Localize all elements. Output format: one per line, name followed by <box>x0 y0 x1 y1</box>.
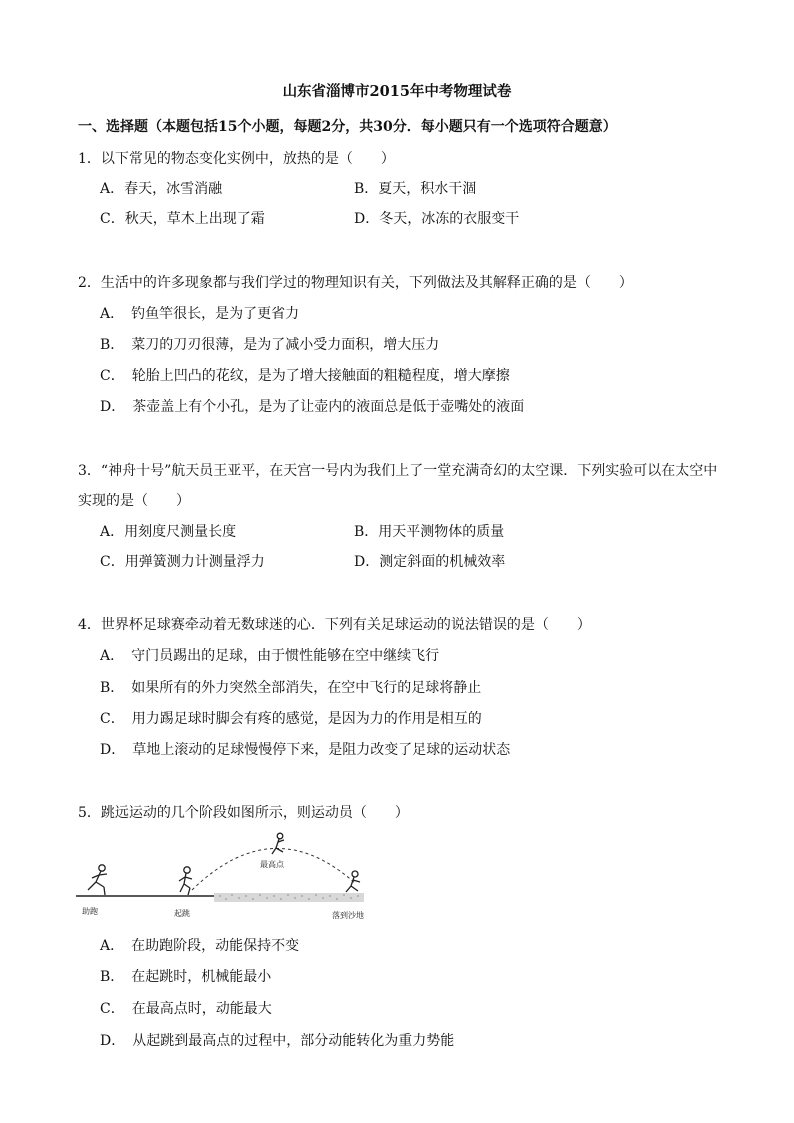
question-4-option-c: C． 用力踢足球时脚会有疼的感觉，是因为力的作用是相互的 <box>100 711 482 727</box>
landing-figure <box>346 871 360 892</box>
question-3-option-d: D．测定斜面的机械效率 <box>354 554 506 570</box>
question-4-option-a: A． 守门员踢出的足球，由于惯性能够在空中继续飞行 <box>100 648 440 664</box>
figure-label-highest-point: 最高点 <box>260 860 284 869</box>
question-5-option-b: B． 在起跳时，机械能最小 <box>100 969 272 985</box>
question-3-stem: 3．“神舟十号”航天员王亚平，在天宫一号内为我们上了一堂充满奇幻的太空课．下列实验可以在太空中 <box>78 463 718 479</box>
figure-label-takeoff: 起跳 <box>174 909 190 918</box>
question-3-option-a: A．用刻度尺测量长度 <box>100 524 237 540</box>
question-4-option-b: B． 如果所有的外力突然全部消失，在空中飞行的足球将静止 <box>100 680 482 696</box>
jump-trajectory <box>192 848 356 890</box>
question-1-option-b: B．夏天，积水干涸 <box>354 181 477 197</box>
page-title: 山东省淄博市2015年中考物理试卷 <box>282 83 512 100</box>
question-4-stem: 4．世界杯足球赛牵动着无数球迷的心．下列有关足球运动的说法错误的是（ ） <box>78 617 591 633</box>
question-5-option-a: A． 在助跑阶段，动能保持不变 <box>100 938 300 954</box>
question-1-stem: 1．以下常见的物态变化实例中，放热的是（ ） <box>78 151 395 167</box>
highest-point-figure <box>272 833 284 854</box>
question-5-option-d: D． 从起跳到最高点的过程中，部分动能转化为重力势能 <box>100 1033 455 1049</box>
question-2-option-d: D． 茶壶盖上有个小孔，是为了让壶内的液面总是低于壶嘴处的液面 <box>100 399 525 415</box>
question-4-option-d: D． 草地上滚动的足球慢慢停下来，是阻力改变了足球的运动状态 <box>100 742 511 758</box>
question-5-option-c: C． 在最高点时，动能最大 <box>100 1001 272 1017</box>
question-2-option-b: B． 菜刀的刀刃很薄，是为了减小受力面积，增大压力 <box>100 337 440 353</box>
runner-figure <box>88 865 107 895</box>
question-1-option-c: C．秋天，草木上出现了霜 <box>100 211 265 227</box>
question-2-option-a: A． 钓鱼竿很长，是为了更省力 <box>100 306 300 322</box>
question-3-option-b: B．用天平测物体的质量 <box>354 524 505 540</box>
long-jump-figure <box>74 832 374 928</box>
section-heading: 一、选择题（本题包括15个小题，每题2分，共30分．每小题只有一个选项符合题意） <box>78 119 617 135</box>
takeoff-figure <box>179 867 192 895</box>
question-1-option-a: A．春天，冰雪消融 <box>100 181 223 197</box>
question-2-stem: 2．生活中的许多现象都与我们学过的物理知识有关，下列做法及其解释正确的是（ ） <box>78 275 633 291</box>
figure-label-run-up: 助跑 <box>82 907 98 916</box>
question-3-stem-continued: 实现的是（ ） <box>78 493 190 509</box>
question-2-option-c: C． 轮胎上凹凸的花纹，是为了增大接触面的粗糙程度，增大摩擦 <box>100 368 510 384</box>
question-3-option-c: C．用弹簧测力计测量浮力 <box>100 554 265 570</box>
figure-label-landing: 落到沙地 <box>332 911 364 920</box>
question-1-option-d: D．冬天，冰冻的衣服变干 <box>354 211 520 227</box>
question-5-stem: 5．跳远运动的几个阶段如图所示，则运动员（ ） <box>78 805 409 821</box>
sand-pit <box>214 893 364 902</box>
